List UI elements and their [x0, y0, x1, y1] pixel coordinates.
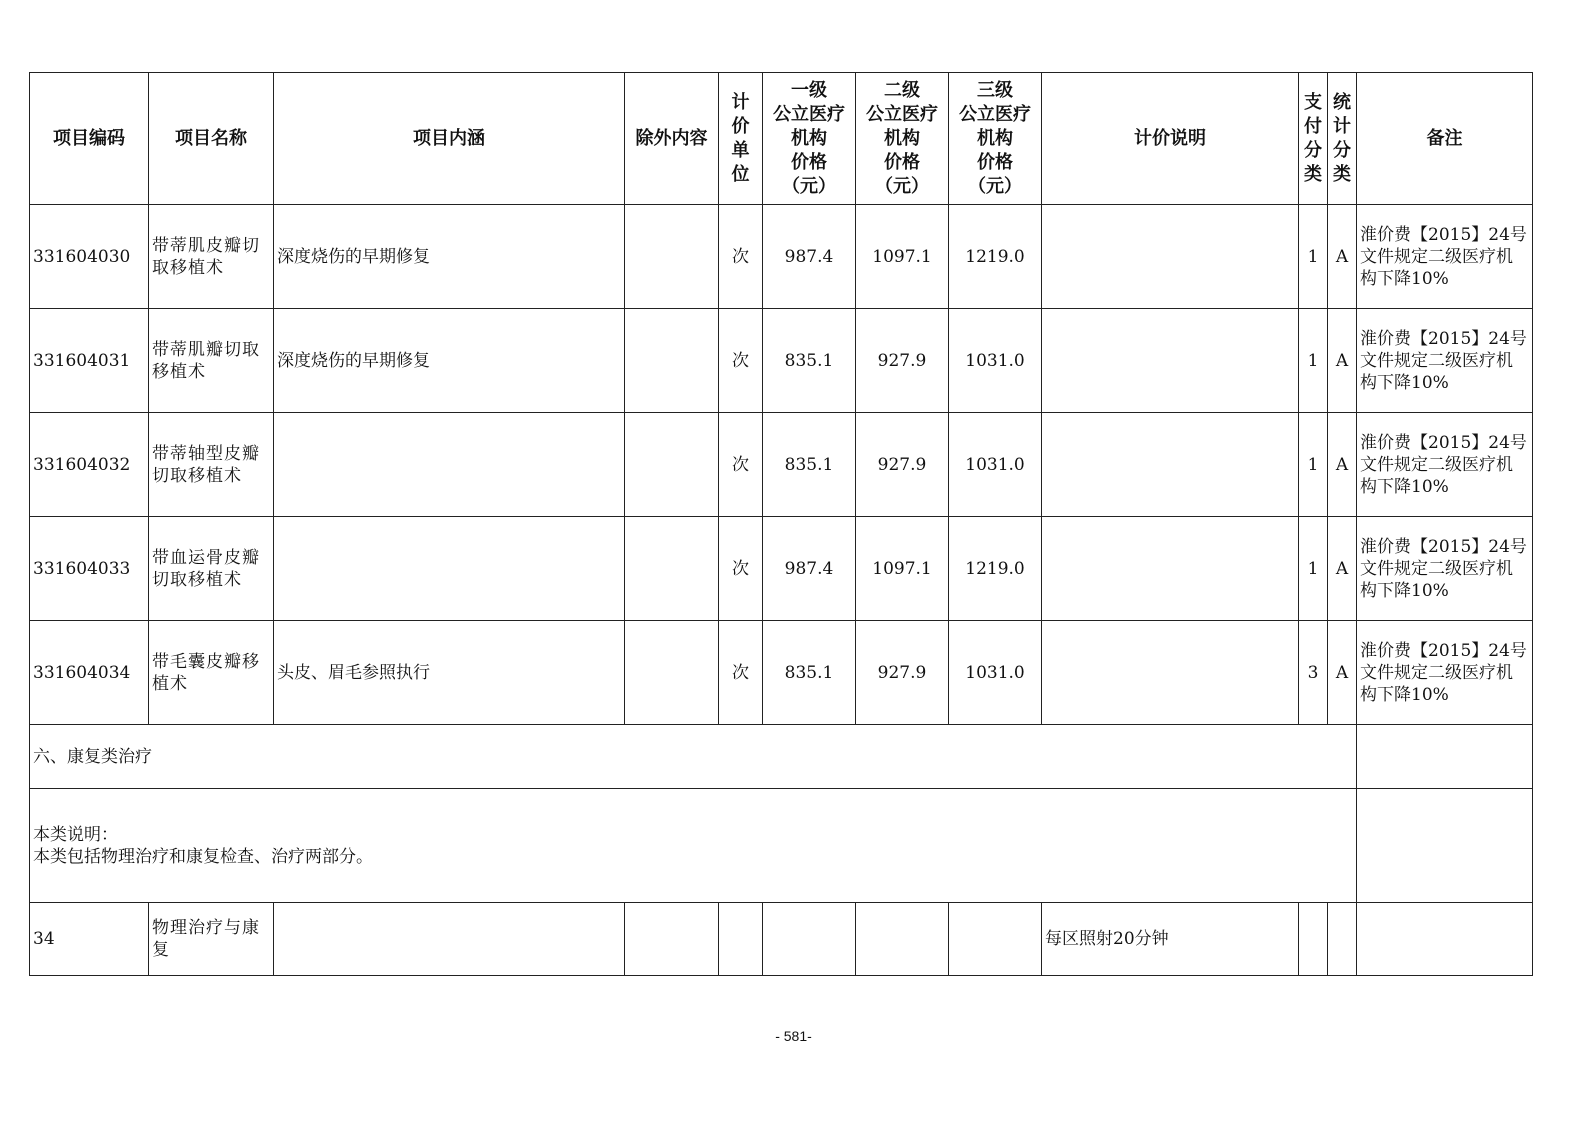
cell-stat-category: [1328, 903, 1357, 976]
cell-pricing-note: [1042, 205, 1299, 309]
cell-price-level2: 1097.1: [856, 517, 949, 621]
cell-pricing-note: [1042, 309, 1299, 413]
cell-remark: 淮价费【2015】24号文件规定二级医疗机构下降10%: [1357, 517, 1533, 621]
cell-excluded: [625, 413, 719, 517]
cell-price-level2: 927.9: [856, 309, 949, 413]
section-note-line: 本类说明：: [33, 824, 118, 845]
cell-unit: [719, 903, 763, 976]
cell-remark: 淮价费【2015】24号文件规定二级医疗机构下降10%: [1357, 413, 1533, 517]
cell-payment-category: 1: [1299, 205, 1328, 309]
header-unit: 计 价 单 位: [719, 73, 763, 205]
cell-excluded: [625, 621, 719, 725]
cell-price-level3: 1031.0: [949, 621, 1042, 725]
cell-excluded: [625, 903, 719, 976]
cell-payment-category: [1299, 903, 1328, 976]
section-remark-cell: [1357, 725, 1533, 789]
cell-payment-category: 1: [1299, 517, 1328, 621]
header-name: 项目名称: [149, 73, 274, 205]
cell-code: 331604032: [30, 413, 149, 517]
table-row: [30, 309, 1533, 413]
cell-name: 带血运骨皮瓣切取移植术: [149, 517, 274, 621]
header-price-level1: 一级 公立医疗 机构 价格 （元）: [763, 73, 856, 205]
cell-price-level2: 927.9: [856, 621, 949, 725]
cell-content: [274, 903, 625, 976]
cell-price-level2: [856, 903, 949, 976]
cell-name: 带蒂肌瓣切取移植术: [149, 309, 274, 413]
cell-pricing-note: [1042, 413, 1299, 517]
section-title: 六、康复类治疗: [30, 725, 1357, 789]
cell-code: 331604033: [30, 517, 149, 621]
section-note-remark-cell: [1357, 789, 1533, 903]
cell-price-level1: [763, 903, 856, 976]
header-remark: 备注: [1357, 73, 1533, 205]
cell-code: 331604034: [30, 621, 149, 725]
section-note-line: 本类包括物理治疗和康复检查、治疗两部分。: [33, 846, 373, 867]
cell-payment-category: 1: [1299, 309, 1328, 413]
cell-content: 头皮、眉毛参照执行: [274, 621, 625, 725]
header-code: 项目编码: [30, 73, 149, 205]
table-row: [30, 517, 1533, 621]
header-payment-category: 支 付 分 类: [1299, 73, 1328, 205]
header-stat-category: 统 计 分 类: [1328, 73, 1357, 205]
cell-stat-category: A: [1328, 413, 1357, 517]
cell-excluded: [625, 205, 719, 309]
cell-name: 带毛囊皮瓣移植术: [149, 621, 274, 725]
cell-stat-category: A: [1328, 621, 1357, 725]
cell-pricing-note: [1042, 517, 1299, 621]
header-price-level2: 二级 公立医疗 机构 价格 （元）: [856, 73, 949, 205]
table-row: [30, 413, 1533, 517]
cell-content: [274, 413, 625, 517]
cell-name: 带蒂轴型皮瓣切取移植术: [149, 413, 274, 517]
page-number: - 581-: [775, 1028, 812, 1044]
cell-price-level1: 835.1: [763, 413, 856, 517]
table-row: [30, 621, 1533, 725]
cell-unit: 次: [719, 309, 763, 413]
cell-unit: 次: [719, 413, 763, 517]
cell-stat-category: A: [1328, 205, 1357, 309]
cell-pricing-note: [1042, 621, 1299, 725]
table-row: [30, 205, 1533, 309]
cell-price-level3: 1219.0: [949, 517, 1042, 621]
cell-remark: 淮价费【2015】24号文件规定二级医疗机构下降10%: [1357, 205, 1533, 309]
cell-code: 34: [30, 903, 149, 976]
cell-stat-category: A: [1328, 517, 1357, 621]
cell-price-level1: 835.1: [763, 309, 856, 413]
cell-unit: 次: [719, 621, 763, 725]
cell-price-level3: 1031.0: [949, 413, 1042, 517]
cell-price-level1: 835.1: [763, 621, 856, 725]
cell-payment-category: 1: [1299, 413, 1328, 517]
cell-price-level1: 987.4: [763, 205, 856, 309]
table-header-row: [30, 73, 1533, 205]
header-pricing-note: 计价说明: [1042, 73, 1299, 205]
table-row: [30, 903, 1533, 976]
cell-name: 物理治疗与康复: [149, 903, 274, 976]
header-excluded: 除外内容: [625, 73, 719, 205]
cell-code: 331604031: [30, 309, 149, 413]
section-note-row: [30, 789, 1533, 903]
cell-excluded: [625, 309, 719, 413]
header-price-level3: 三级 公立医疗 机构 价格 （元）: [949, 73, 1042, 205]
cell-excluded: [625, 517, 719, 621]
cell-price-level3: 1031.0: [949, 309, 1042, 413]
cell-price-level2: 1097.1: [856, 205, 949, 309]
section-heading-row: [30, 725, 1533, 789]
cell-content: [274, 517, 625, 621]
price-table: [29, 72, 1533, 976]
cell-unit: 次: [719, 517, 763, 621]
cell-stat-category: A: [1328, 309, 1357, 413]
cell-price-level2: 927.9: [856, 413, 949, 517]
cell-name: 带蒂肌皮瓣切取移植术: [149, 205, 274, 309]
cell-remark: [1357, 903, 1533, 976]
cell-code: 331604030: [30, 205, 149, 309]
cell-pricing-note: 每区照射20分钟: [1042, 903, 1299, 976]
cell-remark: 淮价费【2015】24号文件规定二级医疗机构下降10%: [1357, 621, 1533, 725]
cell-content: 深度烧伤的早期修复: [274, 205, 625, 309]
cell-price-level3: [949, 903, 1042, 976]
cell-remark: 淮价费【2015】24号文件规定二级医疗机构下降10%: [1357, 309, 1533, 413]
cell-payment-category: 3: [1299, 621, 1328, 725]
section-note: [30, 789, 1357, 903]
cell-content: 深度烧伤的早期修复: [274, 309, 625, 413]
cell-price-level3: 1219.0: [949, 205, 1042, 309]
cell-unit: 次: [719, 205, 763, 309]
header-content: 项目内涵: [274, 73, 625, 205]
cell-price-level1: 987.4: [763, 517, 856, 621]
